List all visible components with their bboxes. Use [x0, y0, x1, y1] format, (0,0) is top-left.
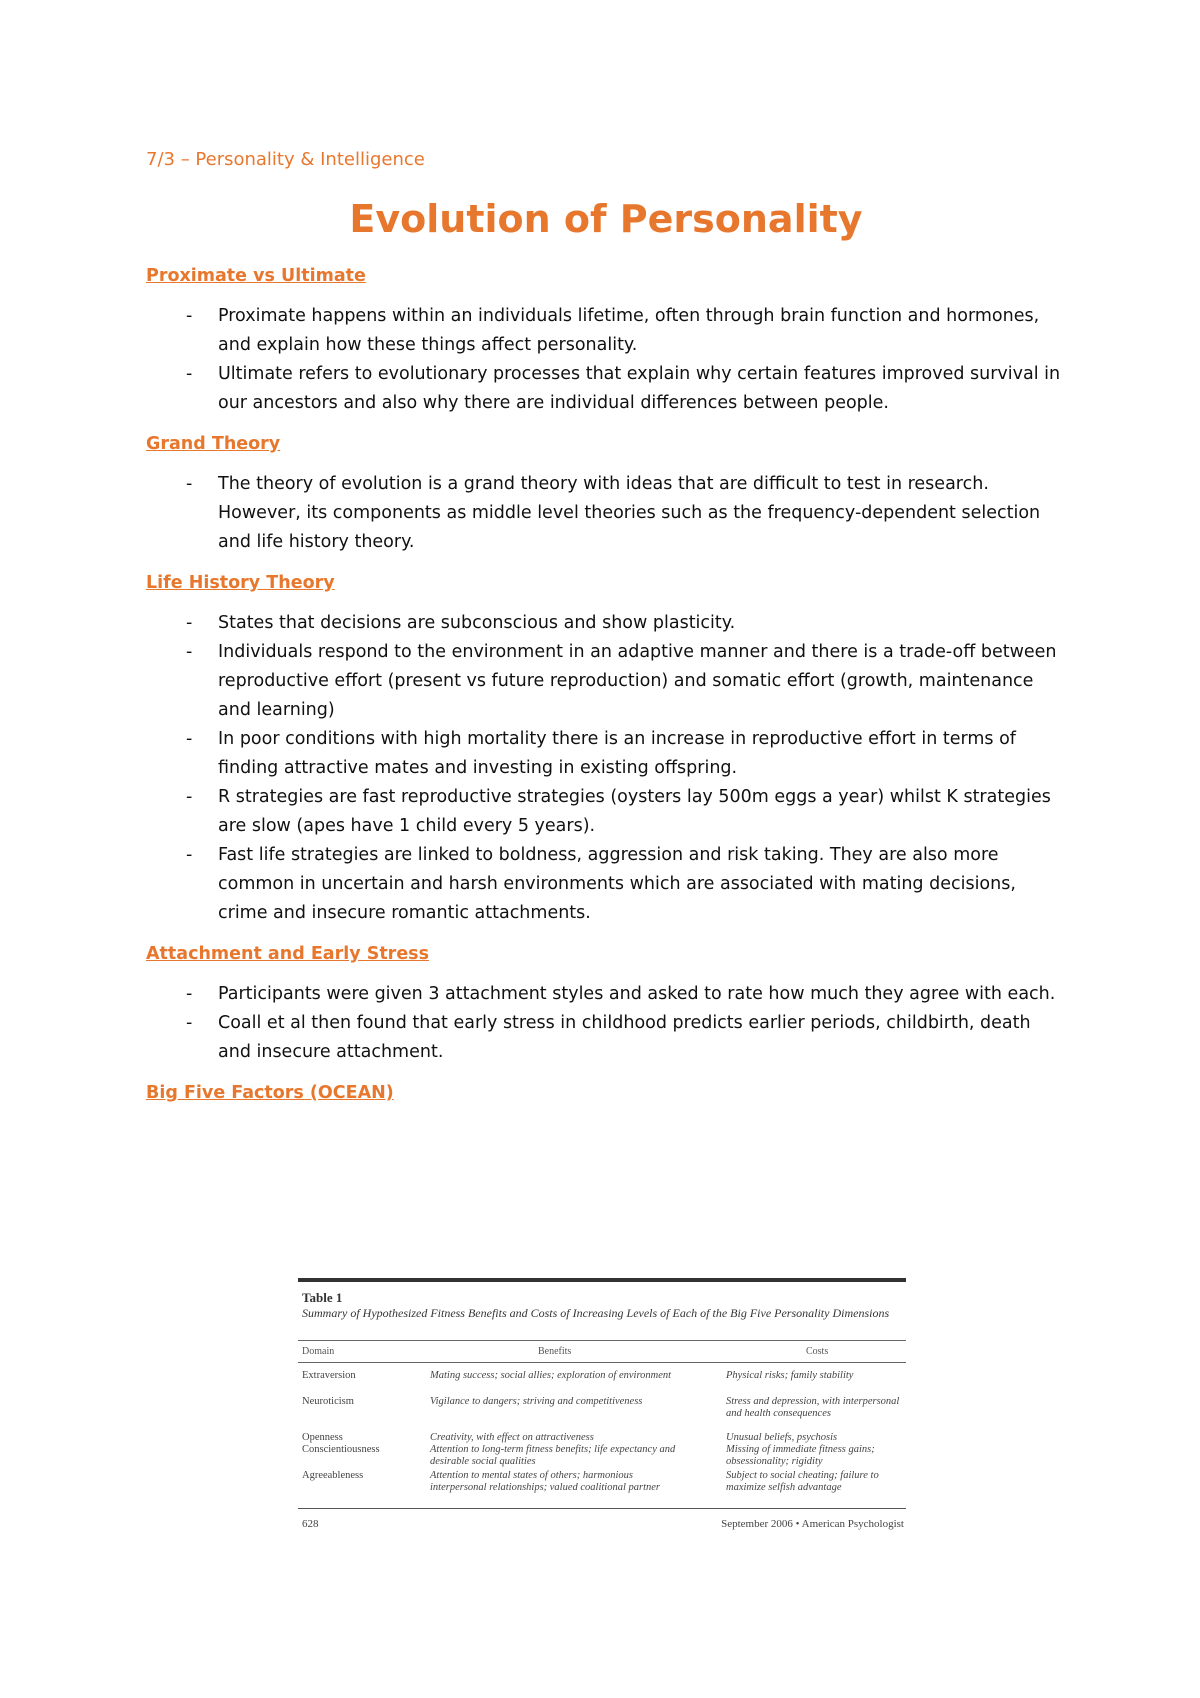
table-cell: Subject to social cheating; failure to maximize selfish advantage	[726, 1470, 879, 1493]
list-item: - States that decisions are subconscious and show plasticity.	[186, 613, 736, 633]
lecture-subtitle: 7/3 – Personality & Intelligence	[146, 149, 425, 170]
column-header-costs: Costs	[806, 1346, 829, 1357]
section-heading-proximate-vs-ultimate: Proximate vs Ultimate	[146, 266, 366, 286]
table-bottom-rule	[298, 1508, 906, 1509]
section-heading-attachment-early-stress: Attachment and Early Stress	[146, 944, 430, 964]
list-item: - Coall et al then found that early stress in childhood predicts earlier periods, childbirth, death and insecure attachment.	[186, 1013, 1031, 1062]
scanned-table-image	[298, 1278, 906, 1540]
section-heading-big-five: Big Five Factors (OCEAN)	[146, 1083, 394, 1103]
bullet-list	[146, 302, 1066, 418]
table-cell: Neuroticism	[302, 1396, 354, 1407]
list-item: - Ultimate refers to evolutionary processes that explain why certain features improved survival in our ancestors and also why there are individual differences between people.	[186, 364, 1061, 413]
section-heading-grand-theory: Grand Theory	[146, 434, 281, 454]
bullet-list	[146, 980, 1066, 1067]
list-item: - In poor conditions with high mortality there is an increase in reproductive effort in terms of finding attractive mates and investing in existing offspring.	[186, 729, 1016, 778]
table-cell: Vigilance to dangers; striving and competitiveness	[430, 1396, 643, 1407]
table-top-rule	[298, 1278, 906, 1282]
table-caption: Summary of Hypothesized Fitness Benefits and Costs of Increasing Levels of Each of the Big Five Personality Dimensions	[302, 1306, 890, 1320]
table-cell: Physical risks; family stability	[726, 1370, 854, 1381]
list-item: - Proximate happens within an individuals lifetime, often through brain function and hormones, and explain how these things affect personality.	[186, 306, 1040, 355]
table-cell: Mating success; social allies; exploration of environment	[430, 1370, 672, 1381]
table-cell: Attention to mental states of others; harmonious interpersonal relationships; valued coalitional partner	[430, 1470, 661, 1493]
page-number: 628	[302, 1518, 319, 1530]
column-header-benefits: Benefits	[538, 1346, 572, 1357]
list-item: - R strategies are fast reproductive strategies (oysters lay 500m eggs a year) whilst K strategies are slow (apes have 1 child every 5 years).	[186, 787, 1051, 836]
list-item: - The theory of evolution is a grand theory with ideas that are difficult to test in research. However, its components as middle level theories such as the frequency-dependent selection and life history theory.	[186, 474, 1041, 552]
section-heading-life-history-theory: Life History Theory	[146, 573, 335, 593]
table-cell: Openness	[302, 1432, 343, 1443]
list-item: - Fast life strategies are linked to boldness, aggression and risk taking. They are also more common in uncertain and harsh environments which are associated with mating decisions, crime and insecure romantic attachments.	[186, 845, 1016, 923]
document-body	[146, 148, 1066, 1105]
column-header-domain: Domain	[302, 1346, 335, 1357]
table-cell: Stress and depression, with interpersonal and health consequences	[726, 1396, 900, 1419]
table-label: Table 1	[302, 1290, 343, 1305]
table-cell: Unusual beliefs, psychosis	[726, 1432, 838, 1443]
list-item: - Individuals respond to the environment in an adaptive manner and there is a trade-off between reproductive effort (present vs future reproduction) and somatic effort (growth, maintenance and learning)	[186, 642, 1057, 720]
bullet-list	[146, 609, 1066, 928]
table-cell: Missing of immediate fitness gains; obsessionality; rigidity	[726, 1444, 875, 1467]
table-cell: Agreeableness	[302, 1470, 364, 1481]
table-header-rule	[298, 1340, 906, 1341]
journal-footer: September 2006 • American Psychologist	[721, 1518, 904, 1530]
table-cell: Creativity, with effect on attractiveness	[430, 1432, 594, 1443]
bullet-list	[146, 470, 1066, 557]
table-cell: Conscientiousness	[302, 1444, 380, 1455]
table-cell: Attention to long-term fitness benefits; life expectancy and desirable social qualities	[430, 1444, 676, 1467]
table-header-rule	[298, 1362, 906, 1363]
table-cell: Extraversion	[302, 1370, 356, 1381]
list-item: - Participants were given 3 attachment styles and asked to rate how much they agree with each.	[186, 984, 1056, 1004]
page-title: Evolution of Personality	[349, 197, 863, 241]
